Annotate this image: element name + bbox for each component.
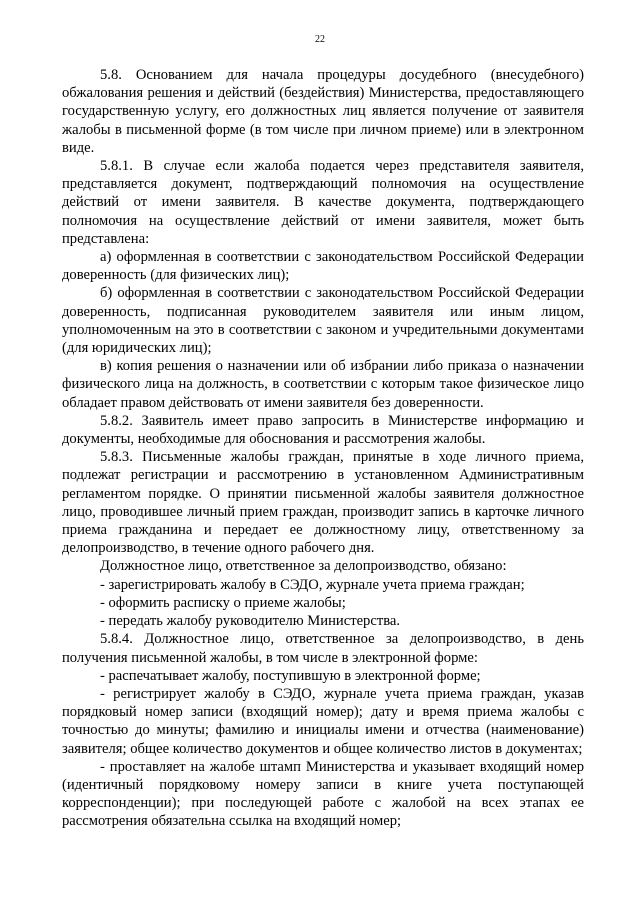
document-body (62, 66, 584, 831)
list-item-b: б) оформленная в соответствии с законодательством Российской Федерации доверенность, подписанная руководителем заявителя или иным лицом, уполномоченным на это в соответствии с законом и учредительными документами (для юридических лиц); (62, 285, 584, 357)
paragraph-5-8: 5.8. Основанием для начала процедуры досудебного (внесудебного) обжалования решения и действий (бездействия) Министерства, предоставляющего государственную услугу, его должностных лиц является получение от заявителя жалобы в письменной форме (в том числе при личном приеме) или в электронном виде. (62, 67, 584, 156)
list-item-a: а) оформленная в соответствии с законодательством Российской Федерации доверенность (для физических лиц); (62, 249, 584, 284)
paragraph-5-8-4: 5.8.4. Должностное лицо, ответственное за делопроизводство, в день получения письменной жалобы, в том числе в электронной форме: (62, 631, 584, 666)
paragraph-5-8-1: 5.8.1. В случае если жалоба подается через представителя заявителя, представляется документ, подтверждающий полномочия на осуществление действий от имени заявителя. В качестве документа, подтверждающего полномочия на осуществление действий от имени заявителя, может быть представлена: (62, 158, 584, 247)
list-item-receipt: - оформить расписку о приеме жалобы; (100, 594, 346, 611)
paragraph-5-8-3: 5.8.3. Письменные жалобы граждан, принятые в ходе личного приема, подлежат регистрации и рассмотрению в установленном Административным регламентом порядке. О принятии письменной жалобы заявителя должностное лицо, проводившее личный прием граждан, производит запись в карточке личного приема гражданина и передает ее должностному лицу, ответственному за делопроизводство, в течение одного рабочего дня. (62, 449, 584, 557)
paragraph-5-8-2: 5.8.2. Заявитель имеет право запросить в Министерстве информацию и документы, необходимые для обоснования и рассмотрения жалобы. (62, 412, 584, 448)
list-item-register: - зарегистрировать жалобу в СЭДО, журнале учета приема граждан; (100, 576, 525, 593)
list-item-stamp: - проставляет на жалобе штамп Министерства и указывает входящий номер (идентичный порядковому номеру записи в книге учета поступающей корреспонденции); при последующей работе с жалобой на всех этапах ее рассмотрения обязательна ссылка на входящий номер; (62, 758, 584, 830)
list-item-registers-complaint: - регистрирует жалобу в СЭДО, журнале учета приема граждан, указав порядковый номер записи (входящий номер); дату и время приема жалобы с точностью до минуты; фамилию и инициалы имени и отчества (наименование) заявителя; общее количество документов и общее количество листов в документах; (62, 685, 584, 757)
page-number: 22 (315, 34, 325, 45)
list-item-v: в) копия решения о назначении или об избрании либо приказа о назначении физического лица на должность, в соответствии с которым такое физическое лицо обладает правом действовать от имени заявителя без доверенности. (62, 358, 584, 411)
paragraph-official-duties: Должностное лицо, ответственное за делопроизводство, обязано: (100, 558, 507, 575)
list-item-print: - распечатывает жалобу, поступившую в электронной форме; (100, 667, 481, 684)
list-item-transfer: - передать жалобу руководителю Министерства. (100, 613, 401, 630)
